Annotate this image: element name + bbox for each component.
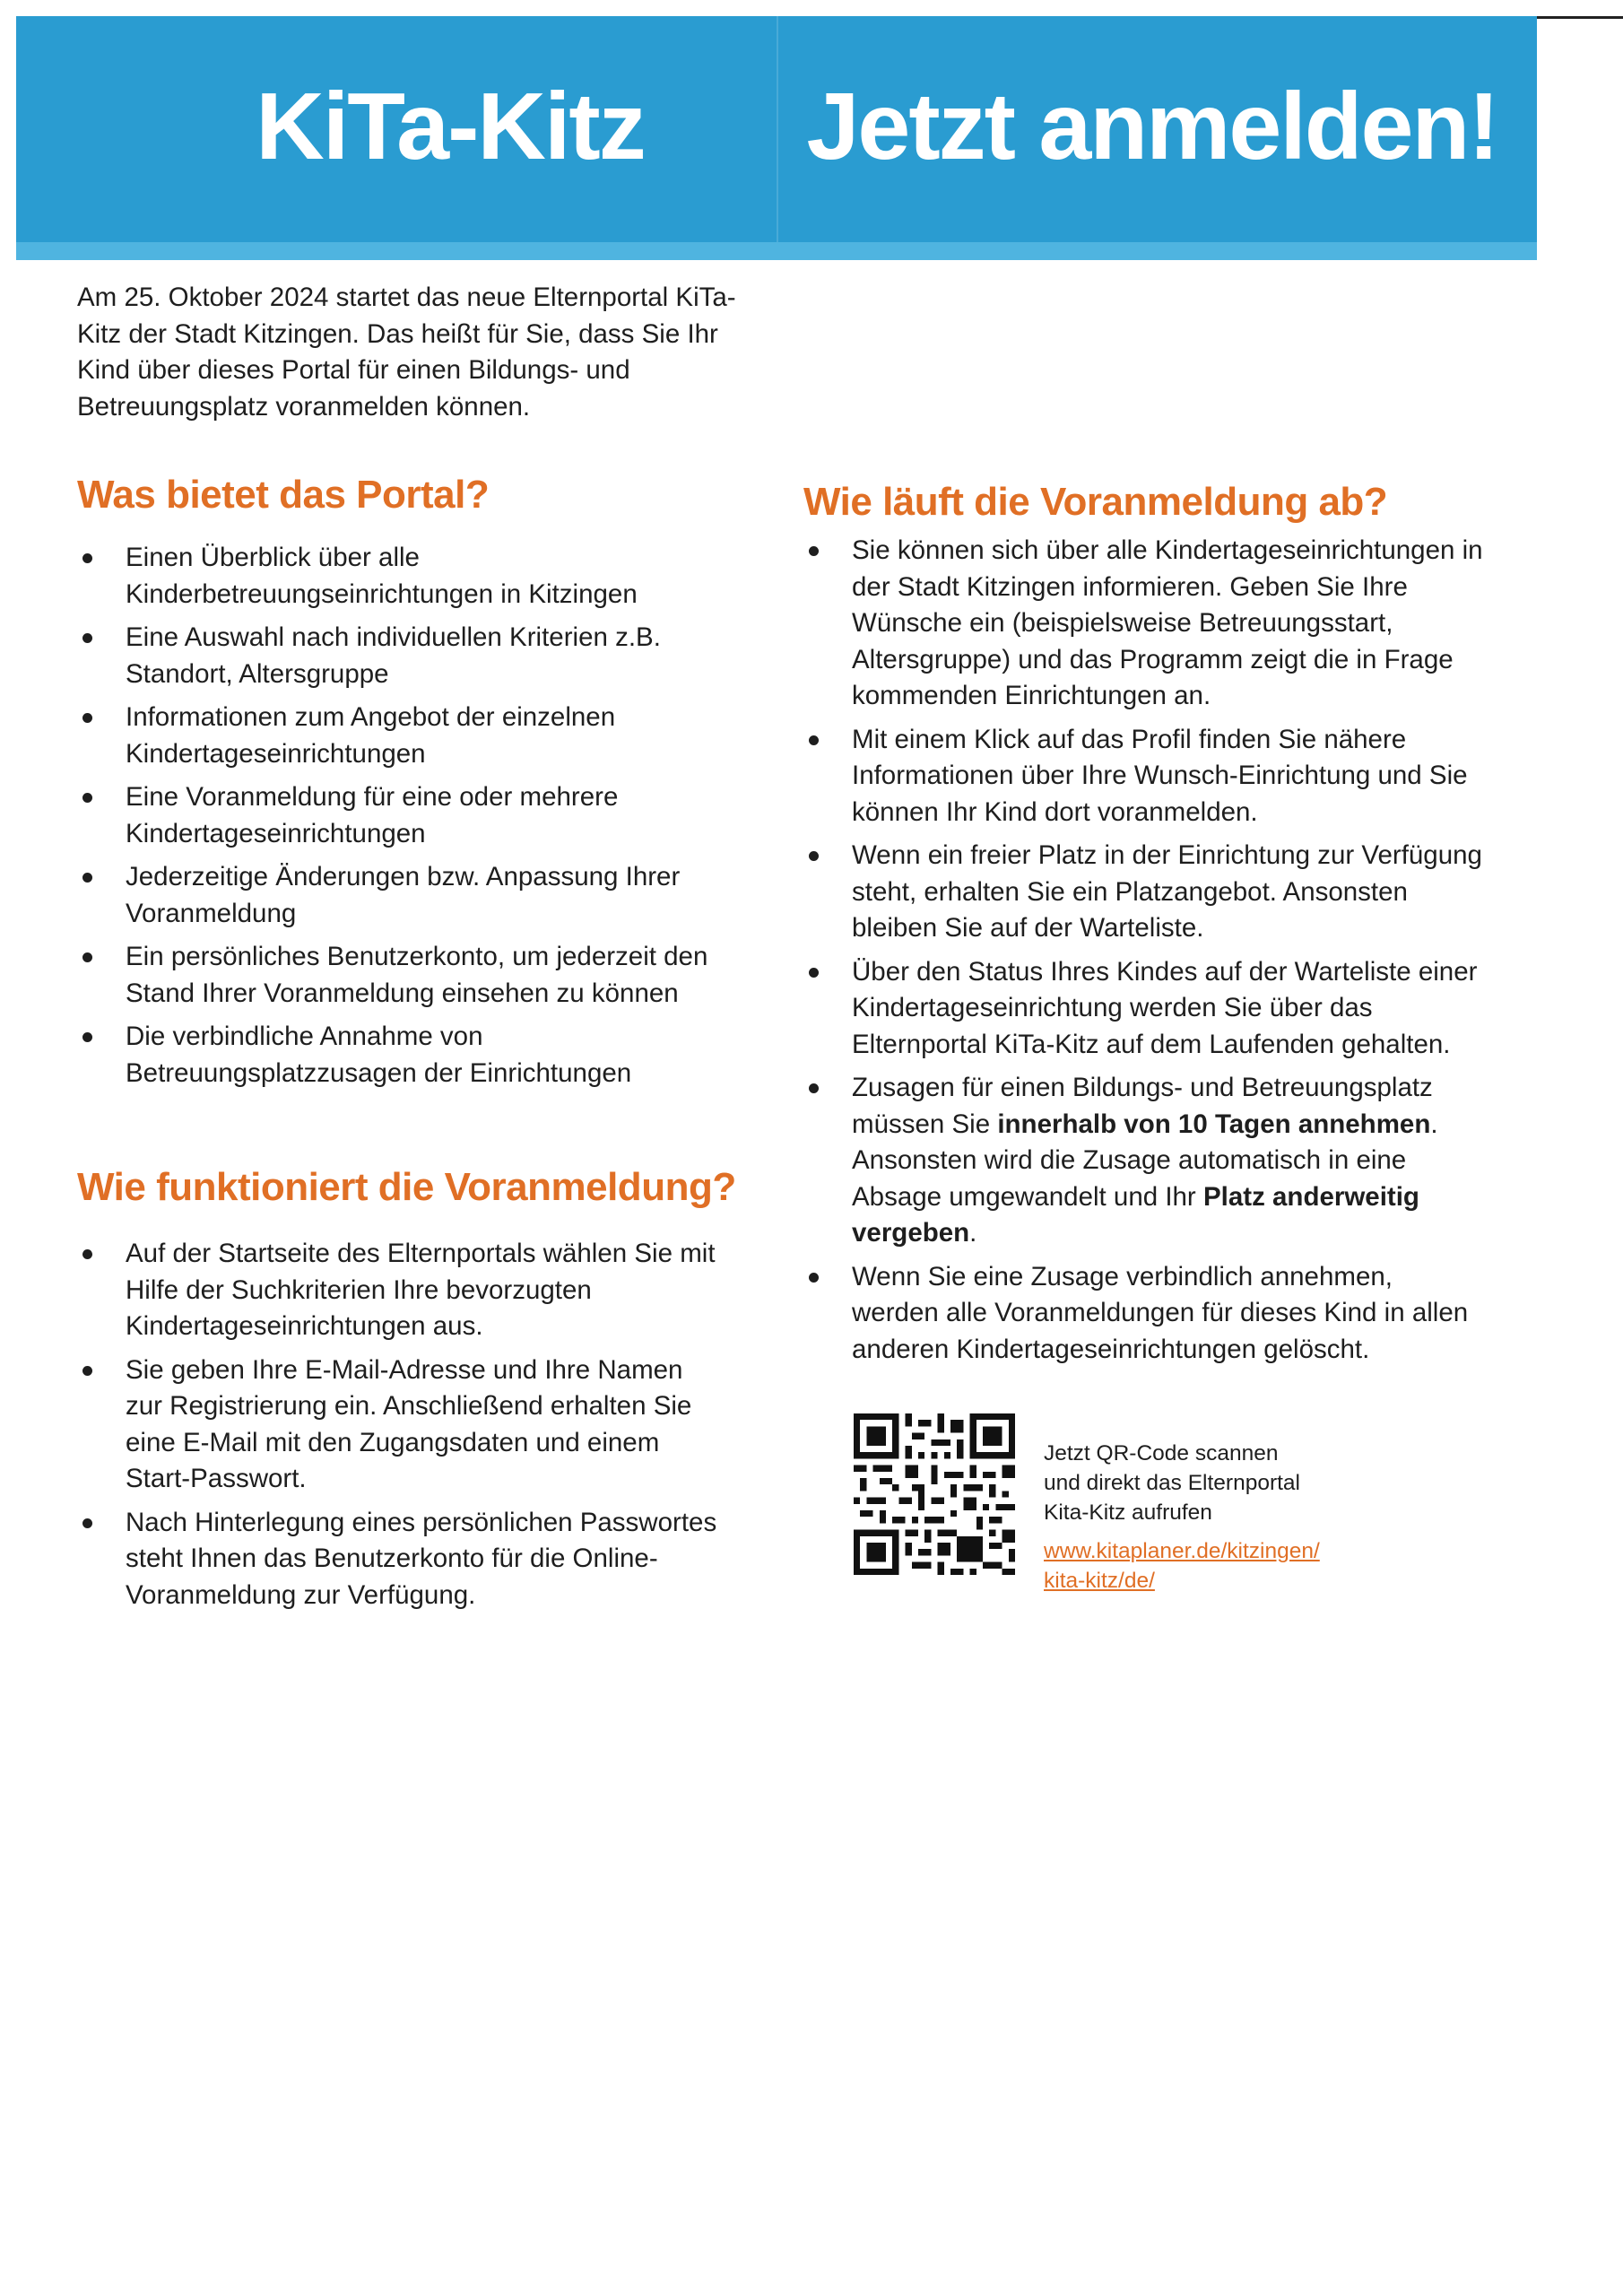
qr-caption: [1044, 1439, 1438, 1596]
list-item: Sie geben Ihre E-Mail-Adresse und Ihre Namen zur Registrierung ein. Anschließend erhalten Sie eine E-Mail mit den Zugangsdaten und einem Start-Passwort.: [77, 1352, 723, 1498]
list-item: Sie können sich über alle Kindertageseinrichtungen in der Stadt Kitzingen informieren. Geben Sie Ihre Wünsche ein (beispielsweise Betreuungsstart, Altersgruppe) und das Programm zeigt die in Frage kommenden Einrichtungen an.: [803, 533, 1485, 715]
list-item: Über den Status Ihres Kindes auf der Warteliste einer Kindertageseinrichtung werden Sie über das Elternportal KiTa-Kitz auf dem Laufenden gehalten.: [803, 954, 1485, 1064]
ablauf-steps-list: [803, 533, 1485, 1375]
bullet-icon: [809, 1273, 819, 1283]
list-item: Auf der Startseite des Elternportals wählen Sie mit Hilfe der Suchkriterien Ihre bevorzugten Kindertageseinrichtungen aus.: [77, 1236, 723, 1345]
bullet-icon: [82, 952, 92, 962]
bullet-icon: [809, 1083, 819, 1093]
list-item: Die verbindliche Annahme von Betreuungsplatzzusagen der Einrichtungen: [77, 1019, 723, 1091]
qr-caption-line: Kita-Kitz aufrufen: [1044, 1500, 1212, 1525]
top-edge-rule: [1537, 16, 1623, 19]
list-item: Wenn ein freier Platz in der Einrichtung zur Verfügung steht, erhalten Sie ein Platzangebot. Ansonsten bleiben Sie auf der Warteliste.: [803, 838, 1485, 947]
fold-line: [777, 16, 778, 242]
list-item: Mit einem Klick auf das Profil finden Sie nähere Informationen über Ihre Wunsch-Einrichtung und Sie können Ihr Kind dort voranmelden.: [803, 722, 1485, 831]
qr-caption-line: Jetzt QR-Code scannen: [1044, 1441, 1279, 1465]
funktion-steps-list: [77, 1236, 723, 1621]
bullet-icon: [82, 793, 92, 803]
bullet-icon: [82, 1249, 92, 1259]
portal-features-list: [77, 540, 723, 1099]
bullet-icon: [82, 1032, 92, 1042]
bullet-icon: [82, 553, 92, 563]
list-item: Nach Hinterlegung eines persönlichen Passwortes steht Ihnen das Benutzerkonto für die Online-Voranmeldung zur Verfügung.: [77, 1505, 723, 1614]
qr-caption-line: und direkt das Elternportal: [1044, 1471, 1300, 1495]
call-to-action-title: Jetzt anmelden!: [806, 74, 1498, 179]
list-item: Wenn Sie eine Zusage verbindlich annehmen, werden alle Voranmeldungen für dieses Kind in allen anderen Kindertageseinrichtungen gelöscht.: [803, 1259, 1485, 1369]
list-item: Eine Auswahl nach individuellen Kriterien z.B. Standort, Altersgruppe: [77, 620, 723, 692]
portal-link[interactable]: www.kitaplaner.de/kitzingen/ kita-kitz/de/: [1044, 1539, 1320, 1593]
bullet-icon: [809, 546, 819, 556]
deadline-emphasis: innerhalb von 10 Tagen annehmen: [997, 1109, 1431, 1139]
list-item: Jederzeitige Änderungen bzw. Anpassung Ihrer Voranmeldung: [77, 859, 723, 932]
bullet-icon: [82, 713, 92, 723]
list-item: Informationen zum Angebot der einzelnen Kindertageseinrichtungen: [77, 700, 723, 772]
bullet-icon: [82, 1518, 92, 1528]
list-item: Zusagen für einen Bildungs- und Betreuungsplatz müssen Sie innerhalb von 10 Tagen annehmen. Ansonsten wird die Zusage automatisch in eine Absage umgewandelt und Ihr Platz anderweitig vergeben.: [803, 1070, 1485, 1252]
bullet-icon: [82, 1366, 92, 1376]
bullet-icon: [82, 633, 92, 643]
bullet-icon: [809, 851, 819, 861]
bullet-icon: [809, 968, 819, 978]
section-heading-portal: Was bietet das Portal?: [77, 473, 490, 517]
banner-stripe: [16, 242, 1537, 260]
bullet-icon: [809, 735, 819, 745]
list-item: Eine Voranmeldung für eine oder mehrere Kindertageseinrichtungen: [77, 779, 723, 852]
forfeit-emphasis: Platz anderweitig vergeben: [852, 1181, 1419, 1248]
list-item: Ein persönliches Benutzerkonto, um jederzeit den Stand Ihrer Voranmeldung einsehen zu können: [77, 939, 723, 1012]
section-heading-ablauf: Wie läuft die Voranmeldung ab?: [803, 480, 1388, 524]
brand-title: KiTa-Kitz: [256, 74, 645, 179]
section-heading-funktion: Wie funktioniert die Voranmeldung?: [77, 1165, 736, 1209]
list-item: Einen Überblick über alle Kinderbetreuungseinrichtungen in Kitzingen: [77, 540, 723, 613]
qr-code[interactable]: [854, 1413, 1015, 1575]
intro-paragraph: Am 25. Oktober 2024 startet das neue Elternportal KiTa-Kitz der Stadt Kitzingen. Das heißt für Sie, dass Sie Ihr Kind über dieses Portal für einen Bildungs- und Betreuungsplatz voranmelden können.: [77, 283, 736, 422]
bullet-icon: [82, 873, 92, 883]
